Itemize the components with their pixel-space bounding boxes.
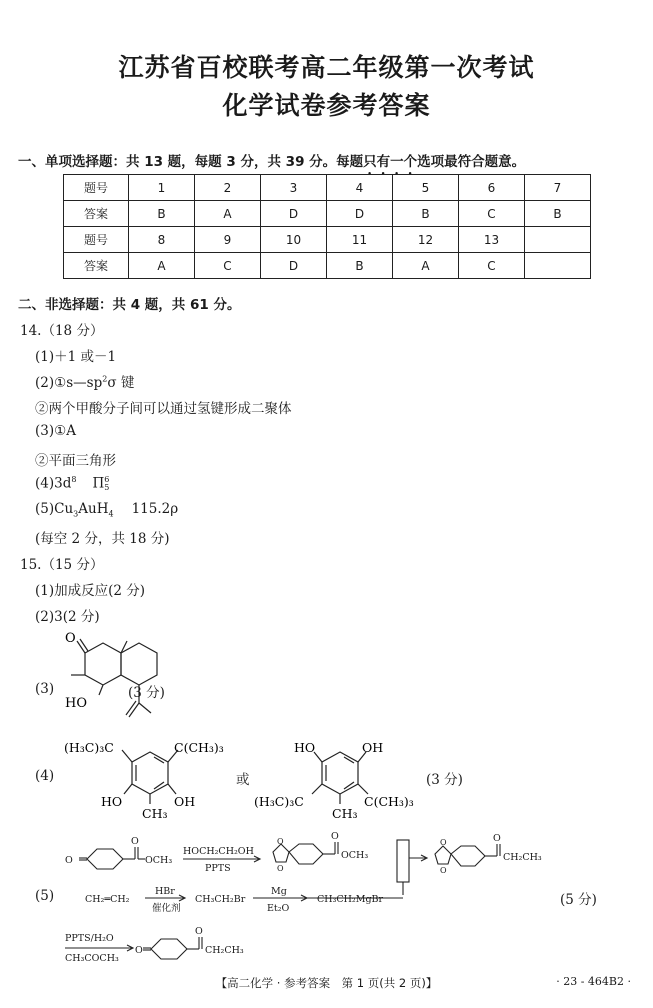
- s-O-5: O: [331, 831, 339, 842]
- answer-table-cell: D: [327, 201, 393, 227]
- s-O-10: O: [195, 926, 203, 937]
- q15-answer-1: (1)加成反应(2 分): [35, 583, 146, 599]
- q15-4-structure-b: [250, 738, 430, 820]
- q14-answer-2: [35, 371, 134, 391]
- s-ethylene: CH₂═CH₂: [85, 894, 130, 905]
- s-O-2: O: [131, 836, 139, 847]
- page-code: · 23 - 464B2 ·: [556, 975, 631, 988]
- answer-table-row: [64, 227, 591, 253]
- section1-emphasis: 只有一个: [363, 154, 418, 170]
- q15-4-label: (4): [35, 768, 55, 784]
- s-OCH3-1: OCH₃: [145, 855, 173, 866]
- carbonyl-bond-2: [80, 639, 88, 651]
- answer-table-cell: B: [327, 253, 393, 279]
- benzene-ring-a: [132, 752, 168, 794]
- benzene-double-a2: [154, 782, 164, 789]
- isopropenyl-double-1: [129, 703, 139, 717]
- q14-answer-5-sub1: 3: [73, 509, 79, 519]
- answer-table-cell: 1: [129, 175, 195, 201]
- s-O-9: O: [135, 945, 143, 956]
- q14-answer-4: [35, 475, 109, 492]
- oh-bond-top-left: [314, 752, 322, 762]
- q14-answer-4-a: (4)3d: [35, 475, 72, 492]
- q15-3-structure: [55, 625, 195, 735]
- q15-5-score: (5 分): [560, 892, 597, 908]
- answer-table-row-label: 答案: [64, 253, 129, 279]
- s-reagent-pptts: PPTS: [205, 863, 231, 874]
- q15-5-synthesis-scheme: [55, 830, 615, 965]
- q15-4b-CH3: CH₃: [332, 806, 358, 820]
- s-reagent-ethylene-glycol: HOCH₂CH₂OH: [183, 846, 254, 857]
- s-O-8: O: [493, 833, 501, 844]
- answer-table-cell: 10: [261, 227, 327, 253]
- q14-answer-4-pi: Π: [92, 475, 105, 492]
- s-HBr: HBr: [155, 886, 175, 897]
- q15-4a-HO: HO: [101, 794, 123, 809]
- exam-title: 江苏省百校联考高二年级第一次考试: [118, 53, 535, 82]
- s-O-4: O: [277, 864, 284, 873]
- dioxolane-1: [273, 844, 289, 862]
- cyclohexane-4: [151, 939, 187, 959]
- s-O-1: O: [65, 855, 73, 866]
- q14-header: 14.（18 分）: [20, 323, 104, 339]
- q15-4-or: 或: [236, 772, 250, 788]
- q15-4b-right: C(CH₃)₃: [364, 794, 414, 809]
- q14-answer-2-b: σ 键: [107, 375, 135, 391]
- answer-table-row: [64, 201, 591, 227]
- tbu-bond-bottom-left: [312, 784, 322, 794]
- answer-table-cell: B: [525, 201, 591, 227]
- carbonyl-bond: [77, 641, 85, 653]
- answer-table: [63, 174, 591, 279]
- benzene-double-a1: [154, 757, 164, 763]
- q15-header: 15.（15 分）: [20, 557, 104, 573]
- q14-answer-3-2: ②平面三角形: [35, 453, 116, 469]
- q15-4a-left: (H₃C)₃C: [64, 740, 114, 755]
- answer-table-cell: D: [261, 253, 327, 279]
- oh-bond: [99, 685, 103, 695]
- oh-bond-left: [124, 784, 132, 794]
- q14-answer-5-b: AuH: [78, 501, 109, 517]
- q14-answer-5-sub2: 4: [108, 509, 114, 519]
- q15-4a-right: C(CH₃)₃: [174, 740, 224, 755]
- benzene-double-b2: [344, 782, 354, 789]
- q15-3-HO: HO: [65, 696, 87, 711]
- q14-answer-5-a: (5)Cu: [35, 501, 74, 517]
- answer-table-cell: 11: [327, 227, 393, 253]
- s-O-7: O: [440, 866, 447, 875]
- q15-4b-left: (H₃C)₃C: [254, 794, 304, 809]
- q14-answer-2-sup: 2: [102, 374, 108, 384]
- q15-4a-CH3: CH₃: [142, 806, 168, 820]
- q14-answer-5-c: 115.2ρ: [131, 501, 179, 517]
- answer-table-cell: A: [393, 253, 459, 279]
- cyclohexane-2: [289, 844, 323, 864]
- answer-table-cell: 9: [195, 227, 261, 253]
- answer-table-cell: A: [195, 201, 261, 227]
- answer-table-row: [64, 175, 591, 201]
- benzene-ring-b: [322, 752, 358, 794]
- isopropenyl-double-2: [126, 701, 136, 715]
- ring-left: [85, 643, 121, 685]
- answer-table-row-label: 答案: [64, 201, 129, 227]
- section1-suffix: 选项最符合题意。: [417, 154, 526, 170]
- q14-score-note: (每空 2 分，共 18 分): [35, 531, 170, 547]
- q14-answer-2-2: ②两个甲酸分子间可以通过氢键形成二聚体: [35, 401, 292, 417]
- answer-table-cell: [525, 227, 591, 253]
- s-catalyst: 催化剂: [152, 903, 181, 914]
- answer-table-cell: 3: [261, 175, 327, 201]
- answer-table-cell: 4: [327, 175, 393, 201]
- q15-4a-OH: OH: [174, 794, 196, 809]
- q14-answer-2-a: (2)①s—sp: [35, 375, 103, 391]
- answer-table-cell: 5: [393, 175, 459, 201]
- answer-table-cell: 7: [525, 175, 591, 201]
- answer-table-row-label: 题号: [64, 175, 129, 201]
- answer-table-cell: 12: [393, 227, 459, 253]
- answer-table-cell: 6: [459, 175, 525, 201]
- dioxolane-2: [435, 846, 451, 864]
- answer-table-cell: D: [261, 201, 327, 227]
- answer-table-cell: C: [459, 253, 525, 279]
- q14-answer-1: (1)＋1 或－1: [35, 349, 117, 365]
- section1-prefix: 一、单项选择题：共 13 题，每题 3 分，共 39 分。每题: [18, 154, 364, 170]
- answer-table-row-label: 题号: [64, 227, 129, 253]
- answer-table-cell: 2: [195, 175, 261, 201]
- page-footer: 【高二化学 · 参考答案 第 1 页(共 2 页)】: [215, 976, 438, 990]
- s-grignard: CH₃CH₂MgBr: [317, 894, 384, 905]
- answer-table-cell: B: [393, 201, 459, 227]
- q14-answer-4-sup: 8: [71, 475, 77, 484]
- s-Et2O: Et₂O: [267, 903, 290, 914]
- s-CH2CH3-2: CH₂CH₃: [205, 945, 244, 956]
- q15-3-score: (3 分): [128, 685, 165, 701]
- cyclohexane-3: [451, 846, 485, 866]
- q14-answer-4-pi-sub: 5: [104, 483, 110, 492]
- grignard-box: [397, 840, 409, 882]
- s-pptts-water: PPTS/H₂O: [65, 933, 114, 944]
- q14-answer-3: (3)①A: [35, 423, 76, 439]
- benzene-double-b1: [344, 757, 354, 763]
- section2-heading: 二、非选择题：共 4 题，共 61 分。: [18, 297, 241, 313]
- answer-table-cell: 8: [129, 227, 195, 253]
- s-OCH3-2: OCH₃: [341, 850, 369, 861]
- q15-4b-HO: HO: [294, 740, 316, 755]
- s-CH2CH3-1: CH₂CH₃: [503, 852, 542, 863]
- ring-right: [121, 643, 157, 685]
- q15-answer-2: (2)3(2 分): [35, 609, 100, 625]
- answer-table-cell: C: [459, 201, 525, 227]
- answer-table-cell: B: [129, 201, 195, 227]
- s-Mg: Mg: [271, 886, 287, 897]
- oh-bond-right: [168, 784, 176, 794]
- q15-3-label: (3): [35, 681, 55, 697]
- answer-key-title: 化学试卷参考答案: [222, 91, 431, 120]
- q14-answer-5: [35, 501, 178, 519]
- tbu-bond-left: [122, 750, 132, 762]
- answer-table-cell: A: [129, 253, 195, 279]
- s-ethyl-bromide: CH₃CH₂Br: [195, 894, 246, 905]
- answer-table-row: [64, 253, 591, 279]
- isopropenyl-methyl: [139, 703, 151, 713]
- tbu-bond-bottom-right: [358, 784, 368, 794]
- q14-answer-4-pi-sup: 6: [104, 475, 110, 484]
- answer-table-cell: [525, 253, 591, 279]
- s-O-3: O: [277, 837, 284, 846]
- q15-4-score: (3 分): [426, 772, 463, 788]
- answer-table-cell: C: [195, 253, 261, 279]
- q15-3-O: O: [65, 631, 76, 646]
- q15-4b-OH: OH: [362, 740, 384, 755]
- cyclohexane-1: [87, 849, 123, 869]
- q15-4-structure-a: [60, 738, 240, 820]
- s-acetone: CH₃COCH₃: [65, 953, 119, 964]
- s-O-6: O: [440, 838, 447, 847]
- answer-table-cell: 13: [459, 227, 525, 253]
- q15-5-label: (5): [35, 888, 55, 904]
